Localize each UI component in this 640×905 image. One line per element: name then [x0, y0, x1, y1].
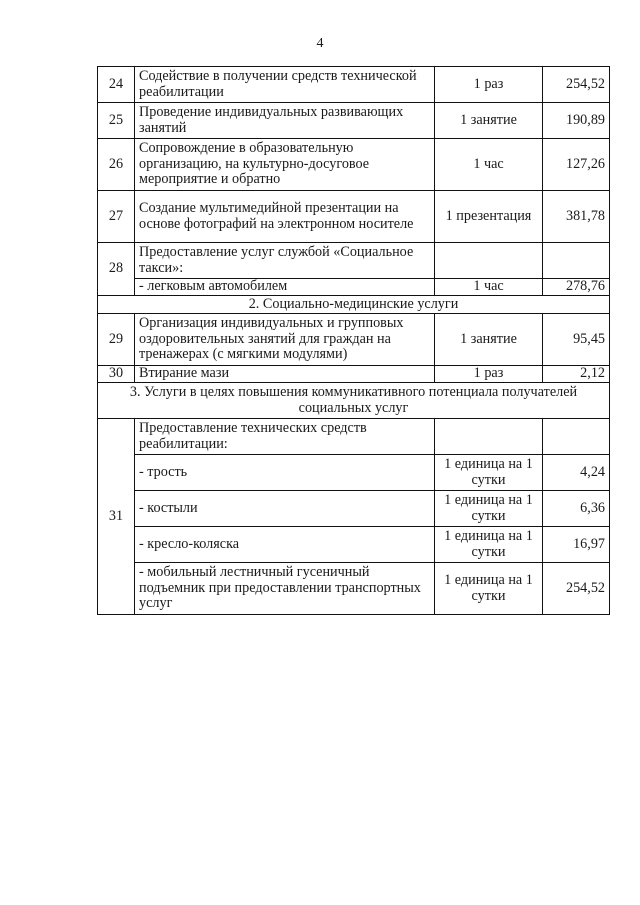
service-unit: 1 презентация [435, 191, 543, 243]
service-price: 381,78 [543, 191, 610, 243]
service-price: 190,89 [543, 103, 610, 139]
service-price: 4,24 [543, 455, 610, 491]
service-name: Предоставление услуг службой «Социальное такси»: [135, 243, 435, 279]
section-row [98, 296, 610, 314]
service-name: Содействие в получении средств технической реабилитации [135, 67, 435, 103]
section-heading: 3. Услуги в целях повышения коммуникативного потенциала получателей социальных услуг [98, 383, 610, 419]
table-row [98, 279, 610, 296]
table-row [98, 455, 610, 491]
service-unit: 1 раз [435, 366, 543, 383]
service-name: Предоставление технических средств реабилитации: [135, 419, 435, 455]
service-price: 127,26 [543, 139, 610, 191]
service-unit: 1 единица на 1 сутки [435, 455, 543, 491]
service-price: 2,12 [543, 366, 610, 383]
service-subitem-name: - трость [135, 455, 435, 491]
service-subitem-name: - кресло-коляска [135, 527, 435, 563]
service-price: 254,52 [543, 563, 610, 615]
service-subitem-name: - легковым автомобилем [135, 279, 435, 296]
table-row [98, 527, 610, 563]
service-unit: 1 раз [435, 67, 543, 103]
empty-cell [435, 243, 543, 279]
table-row [98, 563, 610, 615]
service-name: Организация индивидуальных и групповых оздоровительных занятий для граждан на тренажерах (с мягкими модулями) [135, 314, 435, 366]
table-row [98, 314, 610, 366]
section-heading: 2. Социально-медицинские услуги [98, 296, 610, 314]
service-name: Втирание мази [135, 366, 435, 383]
section-row [98, 383, 610, 419]
service-price: 254,52 [543, 67, 610, 103]
service-name: Сопровождение в образовательную организацию, на культурно-досуговое мероприятие и обратно [135, 139, 435, 191]
services-table [97, 66, 610, 615]
row-number: 28 [98, 243, 135, 296]
service-subitem-name: - мобильный лестничный гусеничный подъемник при предоставлении транспортных услуг [135, 563, 435, 615]
service-unit: 1 занятие [435, 314, 543, 366]
service-unit: 1 час [435, 139, 543, 191]
table-row [98, 103, 610, 139]
table-row [98, 139, 610, 191]
table-row [98, 67, 610, 103]
row-number: 25 [98, 103, 135, 139]
row-number: 26 [98, 139, 135, 191]
table-row [98, 243, 610, 279]
row-number: 29 [98, 314, 135, 366]
service-price: 278,76 [543, 279, 610, 296]
service-unit: 1 занятие [435, 103, 543, 139]
service-unit: 1 единица на 1 сутки [435, 563, 543, 615]
table-row [98, 366, 610, 383]
row-number: 27 [98, 191, 135, 243]
table-row [98, 491, 610, 527]
service-unit: 1 единица на 1 сутки [435, 491, 543, 527]
row-number: 30 [98, 366, 135, 383]
service-price: 95,45 [543, 314, 610, 366]
table-row [98, 191, 610, 243]
service-name: Проведение индивидуальных развивающих занятий [135, 103, 435, 139]
service-subitem-name: - костыли [135, 491, 435, 527]
table-row [98, 419, 610, 455]
empty-cell [543, 419, 610, 455]
service-unit: 1 единица на 1 сутки [435, 527, 543, 563]
service-price: 16,97 [543, 527, 610, 563]
service-unit: 1 час [435, 279, 543, 296]
row-number: 24 [98, 67, 135, 103]
service-price: 6,36 [543, 491, 610, 527]
service-name: Создание мультимедийной презентации на основе фотографий на электронном носителе [135, 191, 435, 243]
page-number: 4 [316, 36, 324, 51]
empty-cell [435, 419, 543, 455]
empty-cell [543, 243, 610, 279]
row-number: 31 [98, 419, 135, 615]
